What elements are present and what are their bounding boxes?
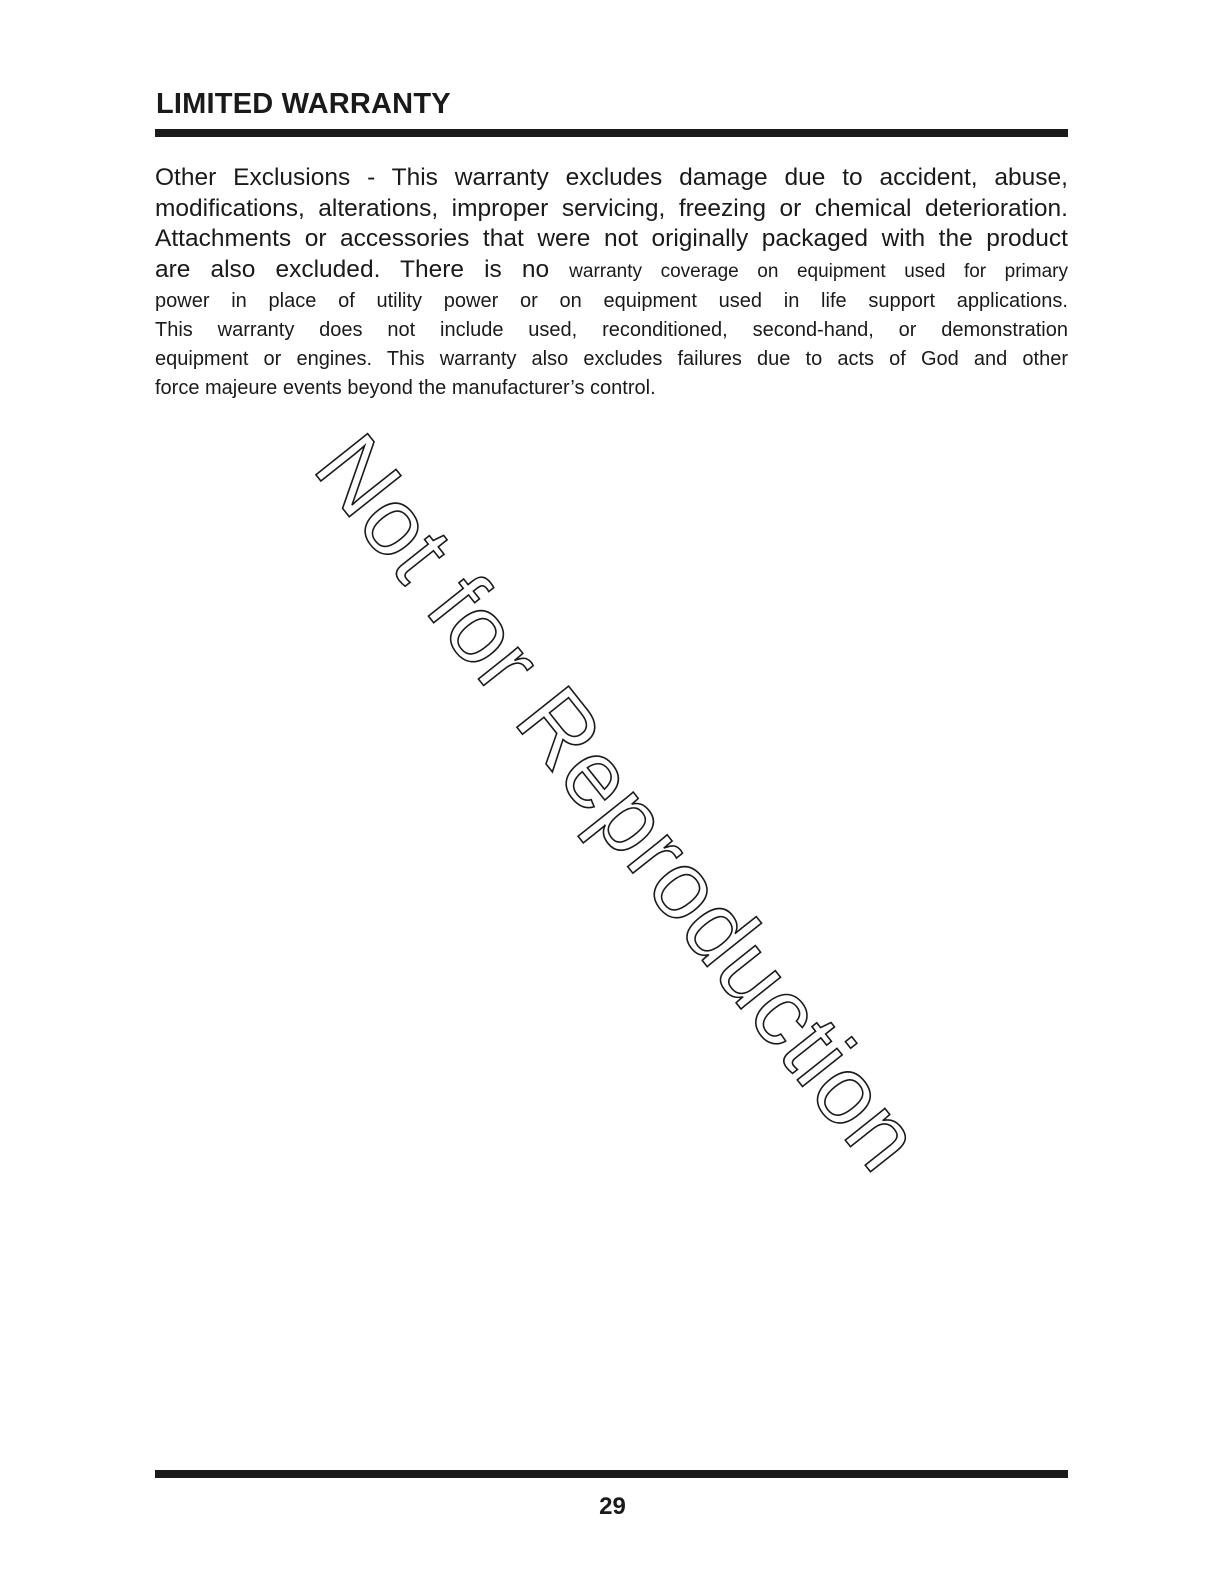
paragraph-line: power in place of utility power or on equipment used in life support applications. <box>155 290 1068 312</box>
page-number: 29 <box>599 1493 626 1520</box>
header-rule <box>155 129 1068 137</box>
watermark-text: Not for Reproduction <box>294 415 943 1191</box>
paragraph-line: This warranty does not include used, reconditioned, second-hand, or demonstration <box>155 319 1068 341</box>
paragraph-line: equipment or engines. This warranty also excludes failures due to acts of God and other <box>155 348 1068 370</box>
paragraph-line: force majeure events beyond the manufacturer’s control. <box>155 377 656 399</box>
warranty-paragraph <box>155 163 1068 403</box>
paragraph-line: modifications, alterations, improper servicing, freezing or chemical deterioration. <box>155 194 1068 222</box>
paragraph-line-mixed <box>155 255 1068 288</box>
paragraph-line-small-part: warranty coverage on equipment used for primary <box>569 260 1069 282</box>
paragraph-line: Other Exclusions - This warranty excludes damage due to accident, abuse, <box>155 164 1068 191</box>
paragraph-line: Attachments or accessories that were not originally packaged with the product <box>155 225 1068 252</box>
footer-rule <box>155 1470 1068 1478</box>
page-title: LIMITED WARRANTY <box>156 88 451 120</box>
paragraph-line-large-part: are also excluded. There is no <box>155 255 550 283</box>
